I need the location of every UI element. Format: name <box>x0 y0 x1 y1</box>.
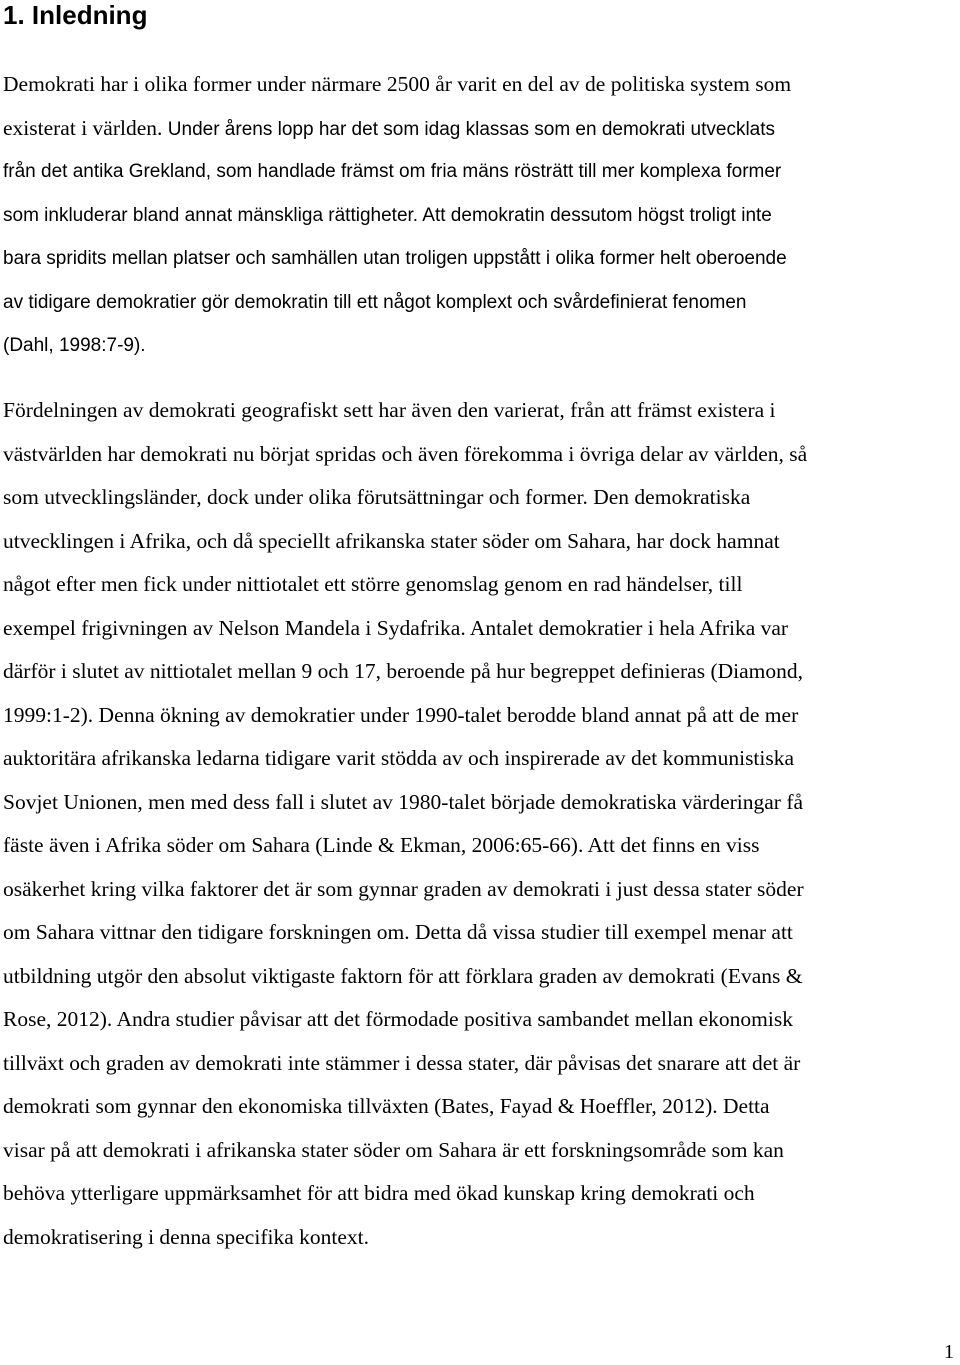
paragraph-line: visar på att demokrati i afrikanska stater söder om Sahara är ett forskningsområde som kan <box>3 1137 784 1162</box>
paragraph-line: fäste även i Afrika söder om Sahara (Linde & Ekman, 2006:65-66). Att det finns en viss <box>3 833 760 857</box>
paragraph-line: Sovjet Unionen, men med dess fall i slutet av 1980-talet började demokratiska värderingar få <box>3 789 804 814</box>
paragraph-line: om Sahara vittnar den tidigare forskningen om. Detta då vissa studier till exempel menar att <box>3 920 793 944</box>
paragraph-line: (Dahl, 1998:7-9). <box>3 335 146 356</box>
paragraph-line: osäkerhet kring vilka faktorer det är som gynnar graden av demokrati i just dessa stater söder <box>3 876 804 901</box>
paragraph-line: därför i slutet av nittiotalet mellan 9 och 17, beroende på hur begreppet definieras (Diamond, <box>3 659 804 683</box>
page-number: 1 <box>944 1341 954 1363</box>
paragraph-line: som inkluderar bland annat mänskliga rättigheter. Att demokratin dessutom högst troligt inte <box>3 204 772 226</box>
line-segment-serif: existerat i världen. <box>3 115 168 140</box>
paragraph-line: av tidigare demokratier gör demokratin till ett något komplext och svårdefinierat fenomen <box>3 291 747 313</box>
paragraph-line: bara spridits mellan platser och samhällen utan troligen uppstått i olika former helt oberoende <box>3 248 787 269</box>
paragraph-line: utvecklingen i Afrika, och då speciellt afrikanska stater söder om Sahara, har dock hamnat <box>3 528 780 553</box>
paragraph-line: från det antika Grekland, som handlade främst om fria mäns rösträtt till mer komplexa former <box>3 161 782 182</box>
line-segment-sans: Under årens lopp har det som idag klassas som en demokrati utvecklats <box>167 118 776 140</box>
paragraph-line: västvärlden har demokrati nu börjat spridas och även förekomma i övriga delar av världen, så <box>3 441 808 466</box>
paragraph-1 <box>3 63 948 368</box>
section-heading: 1. Inledning <box>3 0 148 30</box>
paragraph-line: något efter men fick under nittiotalet ett större genomslag genom en rad händelser, till <box>3 572 743 596</box>
paragraph-2 <box>3 389 948 1259</box>
paragraph-line: som utvecklingsländer, dock under olika förutsättningar och former. Den demokratiska <box>3 485 751 509</box>
paragraph-line: 1999:1-2). Denna ökning av demokratier under 1990-talet berodde bland annat på att de mer <box>3 702 799 727</box>
paragraph-line: demokrati som gynnar den ekonomiska tillväxten (Bates, Fayad & Hoeffler, 2012). Detta <box>3 1094 770 1118</box>
paragraph-line: demokratisering i denna specifika kontext. <box>3 1224 369 1249</box>
paragraph-line-mixed <box>3 107 948 151</box>
paragraph-line: Rose, 2012). Andra studier påvisar att det förmodade positiva sambandet mellan ekonomisk <box>3 1007 793 1031</box>
paragraph-line: Fördelningen av demokrati geografiskt sett har även den varierat, från att främst existera i <box>3 398 776 422</box>
paragraph-line: utbildning utgör den absolut viktigaste faktorn för att förklara graden av demokrati (Evans & <box>3 963 803 988</box>
paragraph-line: tillväxt och graden av demokrati inte stämmer i dessa stater, där påvisas det snarare att det är <box>3 1050 801 1075</box>
paragraph-line: auktoritära afrikanska ledarna tidigare varit stödda av och inspirerade av det kommunistiska <box>3 746 795 770</box>
paragraph-line: behöva ytterligare uppmärksamhet för att bidra med ökad kunskap kring demokrati och <box>3 1181 755 1205</box>
paragraph-line: Demokrati har i olika former under närmare 2500 år varit en del av de politiska system som <box>3 72 792 96</box>
paragraph-line: exempel frigivningen av Nelson Mandela i Sydafrika. Antalet demokratier i hela Afrika var <box>3 615 789 640</box>
